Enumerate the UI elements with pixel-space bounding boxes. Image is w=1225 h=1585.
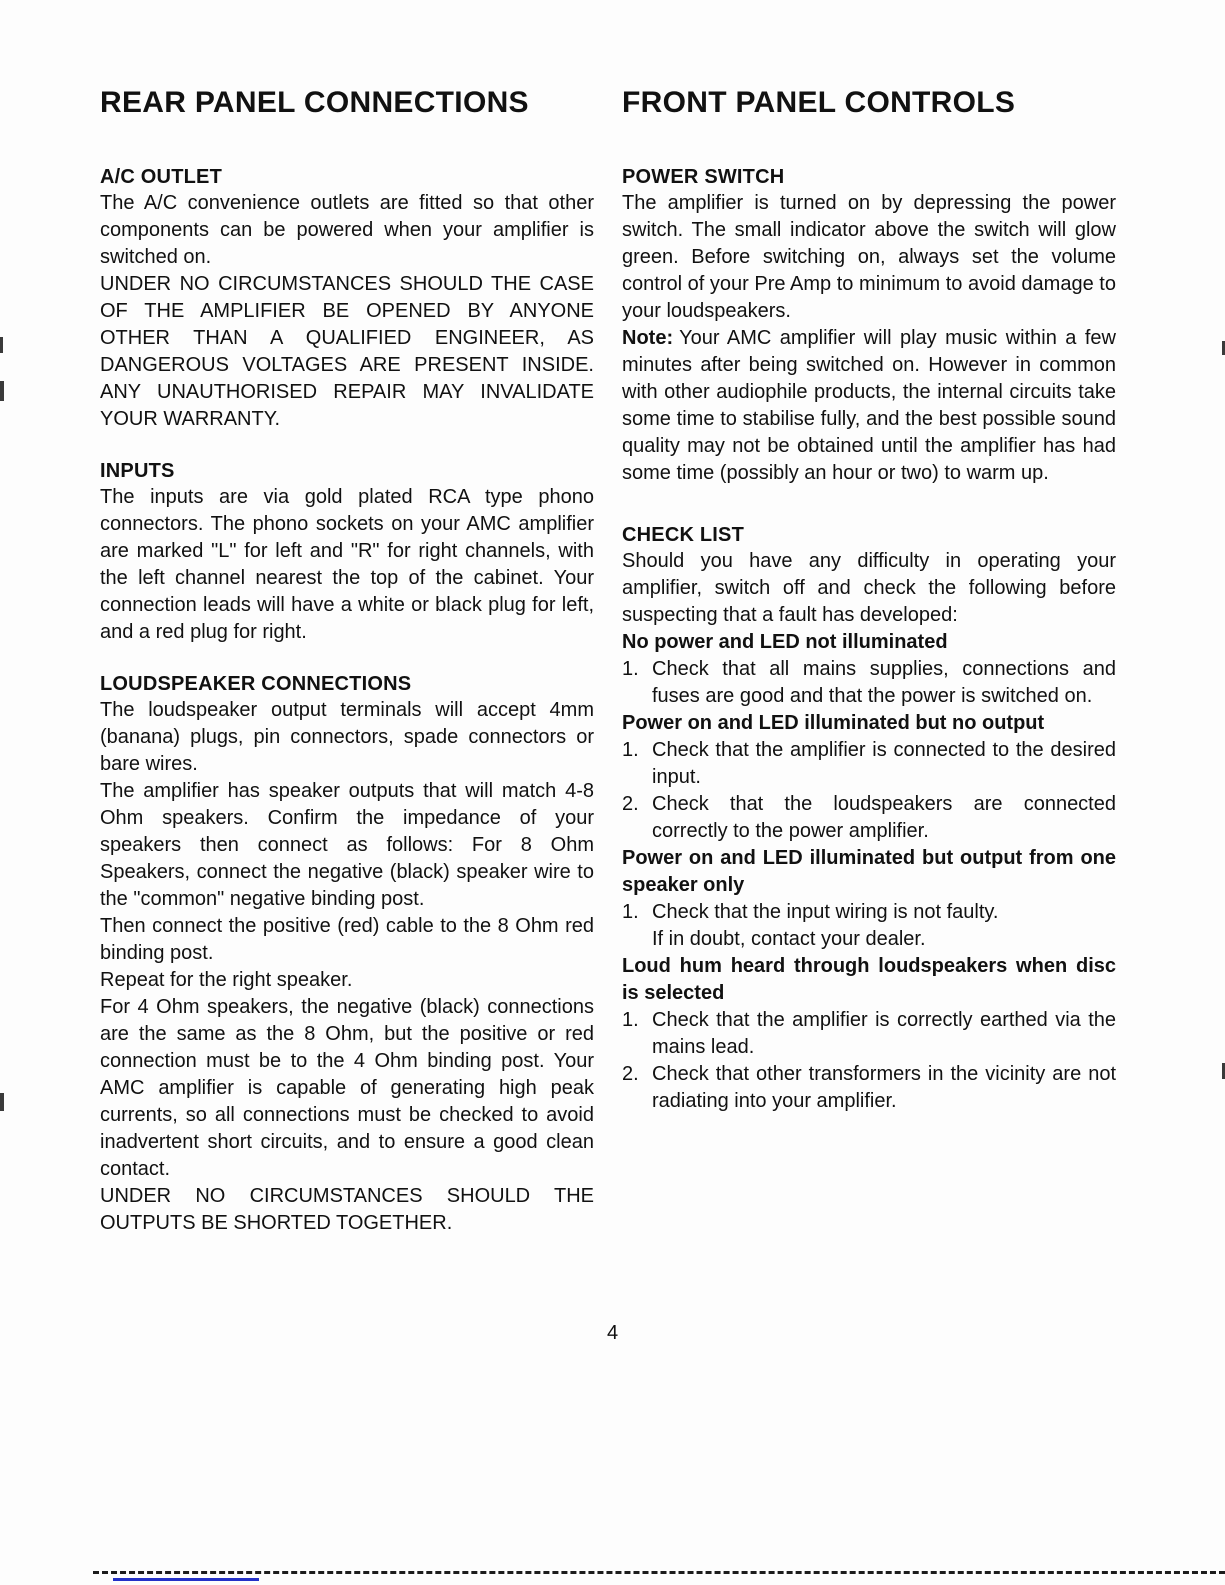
ac-outlet-warning: UNDER NO CIRCUMSTANCES SHOULD THE CASE OF THE AMPLIFIER BE OPENED BY ANYONE OTHER THAN A QUALIFIED ENGINEER, AS DANGEROUS VOLTAGES ARE PRESENT INSIDE. ANY UNAUTHORISED REPAIR MAY INVALIDATE YOUR WARRANTY. — [100, 273, 594, 430]
check-step — [622, 737, 1116, 791]
check-step — [622, 1061, 1116, 1115]
problem-heading: Power on and LED illuminated but no output — [622, 712, 1045, 734]
ac-outlet-paragraph: The A/C convenience outlets are fitted so that other components can be powered when your amplifier is switched on. — [100, 192, 594, 268]
check-step — [622, 656, 1116, 710]
inputs-paragraph: The inputs are via gold plated RCA type phono connectors. The phono sockets on your AMC amplifier are marked "L" for left and "R" for right channels, with the left channel nearest the top of the cabinet. Your connection leads will have a white or black plug for left, and a red plug for right. — [100, 486, 594, 643]
bottom-dashed-line — [93, 1571, 1225, 1574]
step-text: Check that other transformers in the vicinity are not radiating into your amplifier. — [652, 1063, 1116, 1112]
scan-artifact — [0, 337, 3, 353]
power-switch-paragraph: The amplifier is turned on by depressing the power switch. The small indicator above the switch will glow green. Before switching on, always set the volume control of your Pre Amp to minimum to avoid damage to your loudspeakers. — [622, 192, 1116, 322]
ac-outlet-heading: A/C OUTLET — [100, 166, 222, 188]
note-text: Your AMC amplifier will play music within a few minutes after being switched on. However in common with other audiophile products, the internal circuits take some time to stabilise fully, and the best possible sound quality may not be obtained until the amplifier has had some time (possibly an hour or two) to warm up. — [622, 327, 1116, 484]
problem-heading: Loud hum heard through loudspeakers when disc is selected — [622, 955, 1116, 1004]
step-number: 2. — [622, 1063, 639, 1085]
loudspeaker-paragraph: Repeat for the right speaker. — [100, 969, 353, 991]
problem-heading: No power and LED not illuminated — [622, 631, 948, 653]
step-number: 1. — [622, 658, 639, 680]
power-switch-heading: POWER SWITCH — [622, 166, 785, 188]
section-loudspeaker-connections — [100, 673, 594, 1237]
loudspeaker-warning: UNDER NO CIRCUMSTANCES SHOULD THE OUTPUTS BE SHORTED TOGETHER. — [100, 1185, 594, 1234]
step-text: If in doubt, contact your dealer. — [652, 928, 926, 950]
loudspeaker-paragraph: Then connect the positive (red) cable to the 8 Ohm red binding post. — [100, 915, 594, 964]
problem-heading: Power on and LED illuminated but output from one speaker only — [622, 847, 1116, 896]
note-label: Note: — [622, 327, 674, 349]
check-list-intro: Should you have any difficulty in operating your amplifier, switch off and check the following before suspecting that a fault has developed: — [622, 550, 1116, 626]
inputs-heading: INPUTS — [100, 460, 175, 482]
check-list-heading: CHECK LIST — [622, 524, 744, 546]
step-text: Check that the amplifier is correctly earthed via the mains lead. — [652, 1009, 1116, 1058]
step-number — [622, 926, 652, 953]
power-switch-note — [622, 325, 1116, 487]
check-step — [622, 899, 1116, 926]
section-ac-outlet — [100, 166, 594, 433]
step-text: Check that the amplifier is connected to the desired input. — [652, 739, 1116, 788]
step-number: 1. — [622, 1009, 639, 1031]
check-step — [622, 1007, 1116, 1061]
right-column — [622, 86, 1116, 1142]
right-column-title: FRONT PANEL CONTROLS — [622, 86, 1016, 119]
section-check-list — [622, 524, 1116, 1115]
scan-artifact — [0, 381, 4, 401]
loudspeaker-paragraph: The amplifier has speaker outputs that will match 4-8 Ohm speakers. Confirm the impedance of your speakers then connect as follows: For 8 Ohm Speakers, connect the negative (black) speaker wire to the "common" negative binding post. — [100, 780, 594, 910]
scan-artifact — [0, 1093, 4, 1111]
loudspeaker-paragraph: The loudspeaker output terminals will accept 4mm (banana) plugs, pin connectors, spade connectors or bare wires. — [100, 699, 594, 775]
left-column — [100, 86, 594, 1264]
check-step — [622, 926, 1116, 953]
step-text: Check that all mains supplies, connections and fuses are good and that the power is switched on. — [652, 658, 1116, 707]
step-text: Check that the loudspeakers are connected correctly to the power amplifier. — [652, 793, 1116, 842]
bottom-blue-line — [113, 1578, 259, 1581]
loudspeaker-heading: LOUDSPEAKER CONNECTIONS — [100, 673, 412, 695]
section-power-switch — [622, 166, 1116, 487]
page-number: 4 — [606, 1322, 619, 1344]
step-number: 1. — [622, 739, 639, 761]
section-inputs — [100, 460, 594, 646]
left-column-title: REAR PANEL CONNECTIONS — [100, 86, 529, 119]
step-text: Check that the input wiring is not faulty. — [652, 901, 999, 923]
check-step — [622, 791, 1116, 845]
step-number: 1. — [622, 901, 639, 923]
loudspeaker-paragraph: For 4 Ohm speakers, the negative (black) connections are the same as the 8 Ohm, but the positive or red connection must be to the 4 Ohm binding post. Your AMC amplifier is capable of generating high peak currents, so all connections must be checked to avoid inadvertent short circuits, and to ensure a good clean contact. — [100, 996, 594, 1180]
step-number: 2. — [622, 793, 639, 815]
